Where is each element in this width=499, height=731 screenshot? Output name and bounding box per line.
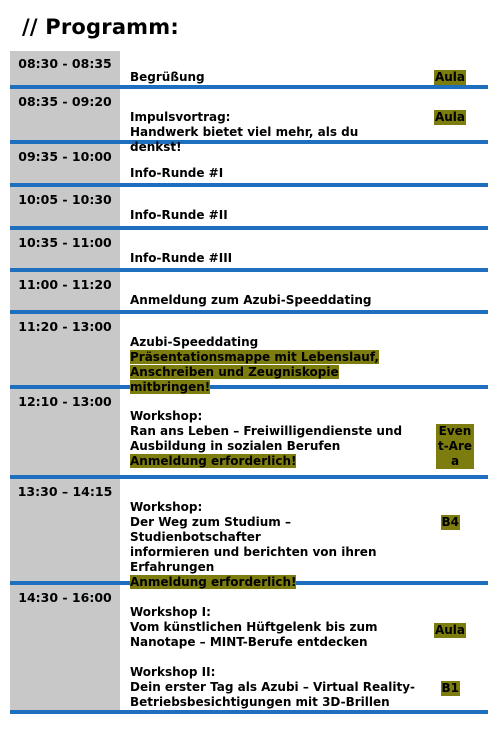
time-cell: 10:35 - 11:00 bbox=[10, 230, 120, 268]
highlight-note: Anschreiben und Zeugniskopie mitbringen! bbox=[130, 365, 339, 394]
event-cell bbox=[120, 314, 488, 394]
event-cell bbox=[120, 51, 488, 85]
event-text: Betriebsbesichtigungen mit 3D-Brillen bbox=[130, 695, 390, 709]
event-text: Vom künstlichen Hüftgelenk bis zum bbox=[130, 620, 378, 634]
schedule-row bbox=[10, 585, 488, 710]
highlight-note: Anmeldung erforderlich! bbox=[130, 454, 297, 468]
location-badge: B4 bbox=[441, 515, 459, 529]
event-text: Anmeldung zum Azubi-Speeddating bbox=[130, 293, 372, 307]
event-text: Erfahrungen bbox=[130, 560, 215, 574]
time-cell: 10:05 - 10:30 bbox=[10, 187, 120, 226]
event-cell bbox=[120, 479, 488, 589]
event-text: Begrüßung bbox=[130, 70, 205, 84]
location-badge: Aula bbox=[434, 110, 465, 124]
event-cell bbox=[120, 272, 488, 310]
location-badge: B1 bbox=[441, 681, 459, 695]
schedule-row bbox=[10, 187, 488, 226]
time-cell: 14:30 - 16:00 bbox=[10, 585, 120, 710]
event-text: Workshop: bbox=[130, 500, 203, 514]
highlight-note: Anmeldung erforderlich! bbox=[130, 575, 297, 589]
event-cell bbox=[120, 89, 488, 154]
event-text: Der Weg zum Studium – Studienbotschafter bbox=[130, 515, 291, 544]
location-badge: Event-Area bbox=[437, 424, 473, 468]
event-text: Ausbildung in sozialen Berufen bbox=[130, 439, 341, 453]
time-cell: 09:35 - 10:00 bbox=[10, 144, 120, 183]
event-text: Impulsvortrag: bbox=[130, 110, 231, 124]
event-text: Nanotape – MINT-Berufe entdecken bbox=[130, 635, 368, 649]
event-text: informieren und berichten von ihren bbox=[130, 545, 377, 559]
event-cell bbox=[120, 585, 488, 710]
event-cell bbox=[120, 389, 488, 475]
event-cell bbox=[120, 144, 488, 183]
event-cell bbox=[120, 230, 488, 268]
time-cell: 12:10 - 13:00 bbox=[10, 389, 120, 475]
event-text: Ran ans Leben – Freiwilligendienste und bbox=[130, 424, 403, 438]
highlight-line bbox=[130, 350, 404, 365]
schedule-row bbox=[10, 51, 488, 85]
event-text: Workshop I: bbox=[130, 605, 211, 619]
event-text: Workshop II: bbox=[130, 665, 216, 679]
highlight-line bbox=[130, 454, 422, 469]
time-cell: 08:30 - 08:35 bbox=[10, 51, 120, 85]
time-cell: 11:00 - 11:20 bbox=[10, 272, 120, 310]
schedule-row bbox=[10, 389, 488, 475]
schedule-row bbox=[10, 272, 488, 310]
page-title: // Programm: bbox=[22, 15, 179, 39]
event-text: Workshop: bbox=[130, 409, 203, 423]
event-text: Info-Runde #II bbox=[130, 208, 228, 222]
spacer bbox=[130, 650, 422, 665]
highlight-note: Präsentationsmappe mit Lebenslauf, bbox=[130, 350, 379, 364]
location-badge: Aula bbox=[434, 70, 465, 84]
row-divider bbox=[10, 710, 488, 714]
event-text: Azubi-Speeddating bbox=[130, 335, 259, 349]
time-cell: 13:30 – 14:15 bbox=[10, 479, 120, 581]
time-cell: 11:20 - 13:00 bbox=[10, 314, 120, 385]
location-badge: Aula bbox=[434, 623, 465, 637]
schedule-row bbox=[10, 314, 488, 394]
schedule-table bbox=[10, 51, 488, 714]
schedule-row bbox=[10, 144, 488, 183]
event-text: Info-Runde #I bbox=[130, 166, 224, 180]
event-cell bbox=[120, 187, 488, 226]
event-text: Info-Runde #III bbox=[130, 251, 233, 265]
time-cell: 08:35 - 09:20 bbox=[10, 89, 120, 140]
event-text: Dein erster Tag als Azubi – Virtual Reality- bbox=[130, 680, 416, 694]
schedule-row bbox=[10, 89, 488, 154]
schedule-row bbox=[10, 479, 488, 589]
event-text: Handwerk bietet viel mehr, als du denkst! bbox=[130, 125, 359, 154]
schedule-row bbox=[10, 230, 488, 268]
